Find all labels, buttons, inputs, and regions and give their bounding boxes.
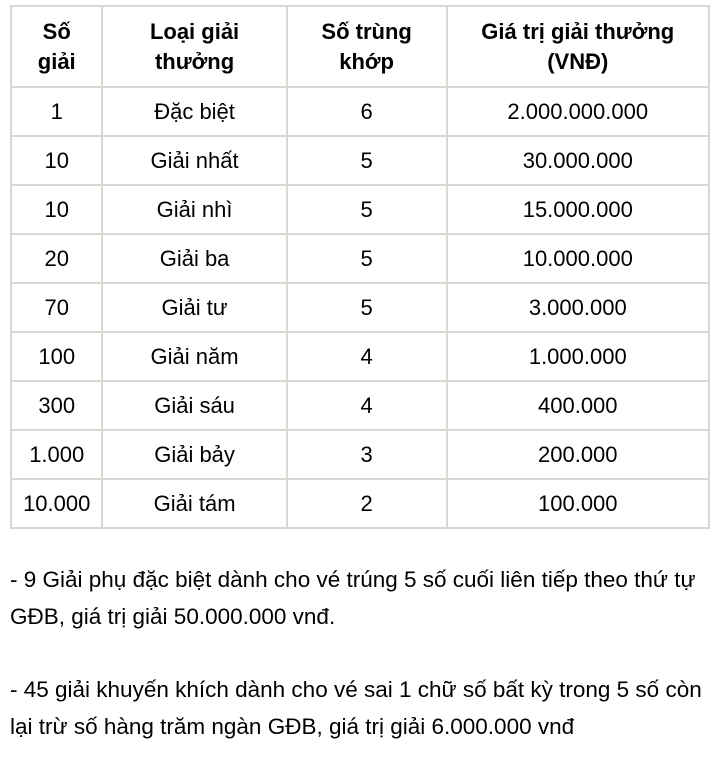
table-cell: 4 xyxy=(287,332,447,381)
column-header: Số trùng khớp xyxy=(287,6,447,87)
table-cell: Giải tám xyxy=(102,479,286,528)
note-encouragement-prize: - 45 giải khuyến khích dành cho vé sai 1 chữ số bất kỳ trong 5 số còn lại trừ số hàng trăm ngàn GĐB, giá trị giải 6.000.000 vnđ xyxy=(10,676,702,739)
table-cell: 100 xyxy=(11,332,102,381)
table-cell: 3.000.000 xyxy=(447,283,709,332)
table-cell: 200.000 xyxy=(447,430,709,479)
table-cell: 6 xyxy=(287,87,447,136)
table-row xyxy=(11,185,709,234)
note-special-consolation: - 9 Giải phụ đặc biệt dành cho vé trúng 5 số cuối liên tiếp theo thứ tự GĐB, giá trị giải 50.000.000 vnđ. xyxy=(10,567,696,629)
table-cell: Đặc biệt xyxy=(102,87,286,136)
table-row xyxy=(11,479,709,528)
table-row xyxy=(11,87,709,136)
table-cell: Giải bảy xyxy=(102,430,286,479)
table-cell: 3 xyxy=(287,430,447,479)
table-row xyxy=(11,332,709,381)
table-cell: 300 xyxy=(11,381,102,430)
table-cell: 10.000.000 xyxy=(447,234,709,283)
table-cell: 15.000.000 xyxy=(447,185,709,234)
table-cell: 5 xyxy=(287,185,447,234)
table-cell: 4 xyxy=(287,381,447,430)
column-header: Số giải xyxy=(11,6,102,87)
table-cell: 2.000.000.000 xyxy=(447,87,709,136)
table-row xyxy=(11,283,709,332)
table-cell: 5 xyxy=(287,234,447,283)
table-cell: Giải sáu xyxy=(102,381,286,430)
table-cell: 1.000 xyxy=(11,430,102,479)
table-body xyxy=(11,87,709,528)
table-header-row xyxy=(11,6,709,87)
table-cell: Giải ba xyxy=(102,234,286,283)
table-row xyxy=(11,234,709,283)
notes-section xyxy=(10,562,712,746)
table-cell: 10 xyxy=(11,185,102,234)
table-cell: Giải nhì xyxy=(102,185,286,234)
column-header: Loại giải thưởng xyxy=(102,6,286,87)
table-cell: 400.000 xyxy=(447,381,709,430)
table-cell: 20 xyxy=(11,234,102,283)
table-row xyxy=(11,136,709,185)
table-cell: 30.000.000 xyxy=(447,136,709,185)
table-cell: 10.000 xyxy=(11,479,102,528)
table-cell: 5 xyxy=(287,136,447,185)
table-cell: 5 xyxy=(287,283,447,332)
table-cell: Giải tư xyxy=(102,283,286,332)
table-cell: Giải nhất xyxy=(102,136,286,185)
table-cell: 10 xyxy=(11,136,102,185)
table-cell: 1 xyxy=(11,87,102,136)
table-cell: 100.000 xyxy=(447,479,709,528)
column-header: Giá trị giải thưởng (VNĐ) xyxy=(447,6,709,87)
table-cell: Giải năm xyxy=(102,332,286,381)
table-cell: 70 xyxy=(11,283,102,332)
table-cell: 2 xyxy=(287,479,447,528)
table-row xyxy=(11,381,709,430)
prize-table xyxy=(10,5,710,529)
table-row xyxy=(11,430,709,479)
table-cell: 1.000.000 xyxy=(447,332,709,381)
